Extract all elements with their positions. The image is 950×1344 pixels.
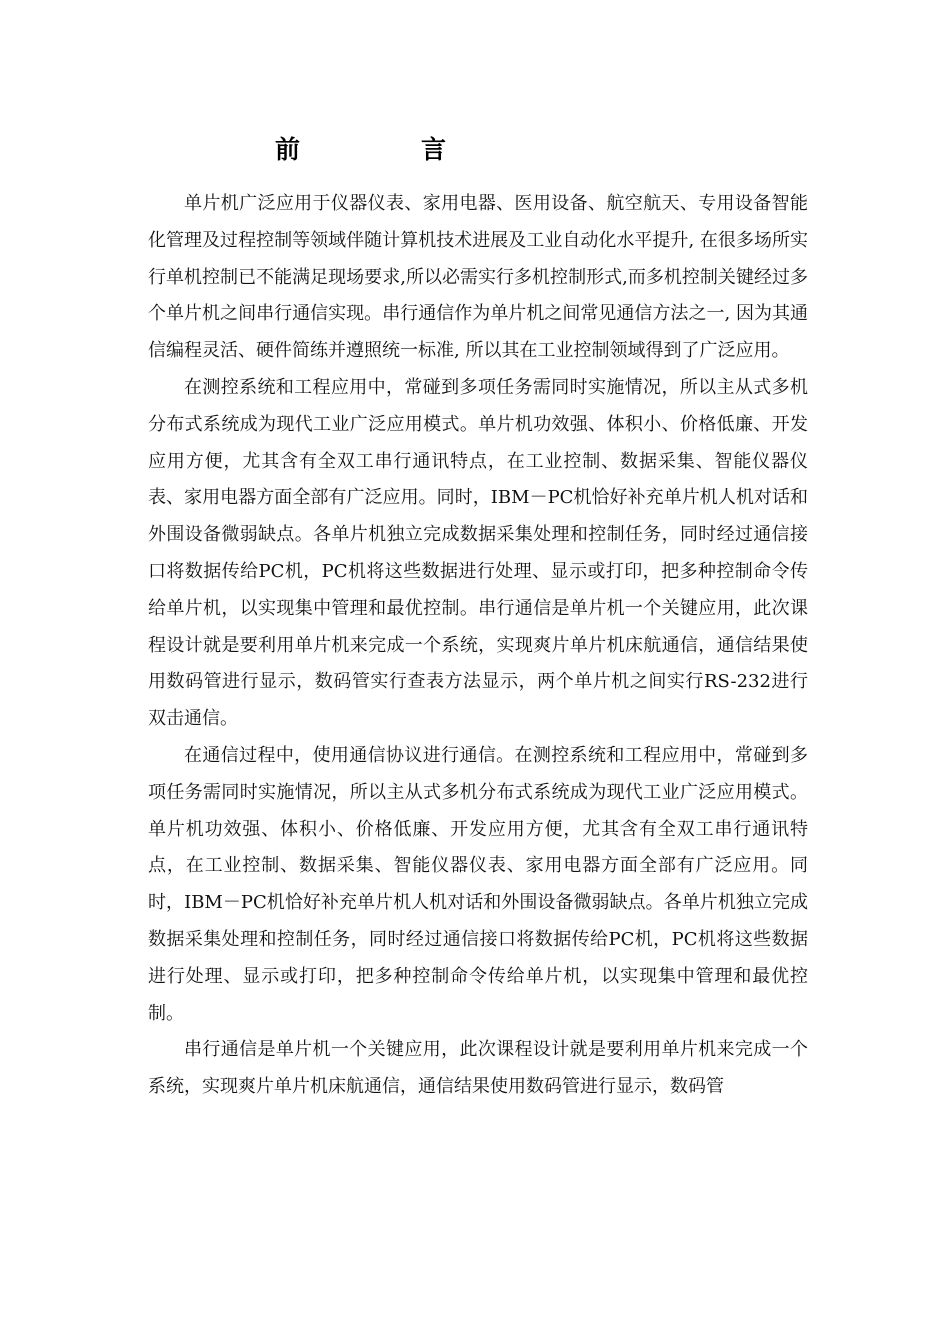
- paragraph-1: 单片机广泛应用于仪器仪表、家用电器、医用设备、航空航天、专用设备智能化管理及过程控制等领域伴随计算机技术进展及工业自动化水平提升, 在很多场所实行单机控制已不能满足现场要求,所以必需实行多机控制形式,而多机控制关键经过多个单片机之间串行通信实现。串行通信作为单片机之间常见通信方法之一, 因为其通信编程灵活、硬件简练并遵照统一标准, 所以其在工业控制领域得到了广泛应用。: [148, 193, 808, 362]
- body-text: [148, 186, 808, 1106]
- page-title: 前 言: [275, 135, 495, 164]
- paragraph-2: 在测控系统和工程应用中，常碰到多项任务需同时实施情况，所以主从式多机分布式系统成为现代工业广泛应用模式。单片机功效强、体积小、价格低廉、开发应用方便，尤其含有全双工串行通讯特点，在工业控制、数据采集、智能仪器仪表、家用电器方面全部有广泛应用。同时，IBM－PC机恰好补充单片机人机对话和外围设备微弱缺点。各单片机独立完成数据采集处理和控制任务，同时经过通信接口将数据传给PC机，PC机将这些数据进行处理、显示或打印，把多种控制命令传给单片机，以实现集中管理和最优控制。串行通信是单片机一个关键应用，此次课程设计就是要利用单片机来完成一个系统，实现爽片单片机床航通信，通信结果使用数码管进行显示，数码管实行查表方法显示，两个单片机之间实行RS-232进行双击通信。: [148, 376, 808, 730]
- paragraph-3: 在通信过程中，使用通信协议进行通信。在测控系统和工程应用中，常碰到多项任务需同时实施情况，所以主从式多机分布式系统成为现代工业广泛应用模式。单片机功效强、体积小、价格低廉、开发应用方便，尤其含有全双工串行通讯特点，在工业控制、数据采集、智能仪器仪表、家用电器方面全部有广泛应用。同时，IBM－PC机恰好补充单片机人机对话和外围设备微弱缺点。各单片机独立完成数据采集处理和控制任务，同时经过通信接口将数据传给PC机，PC机将这些数据进行处理、显示或打印，把多种控制命令传给单片机，以实现集中管理和最优控制。: [148, 744, 808, 1024]
- paragraph-4: 串行通信是单片机一个关键应用，此次课程设计就是要利用单片机来完成一个系统，实现爽片单片机床航通信，通信结果使用数码管进行显示，数码管: [148, 1039, 808, 1098]
